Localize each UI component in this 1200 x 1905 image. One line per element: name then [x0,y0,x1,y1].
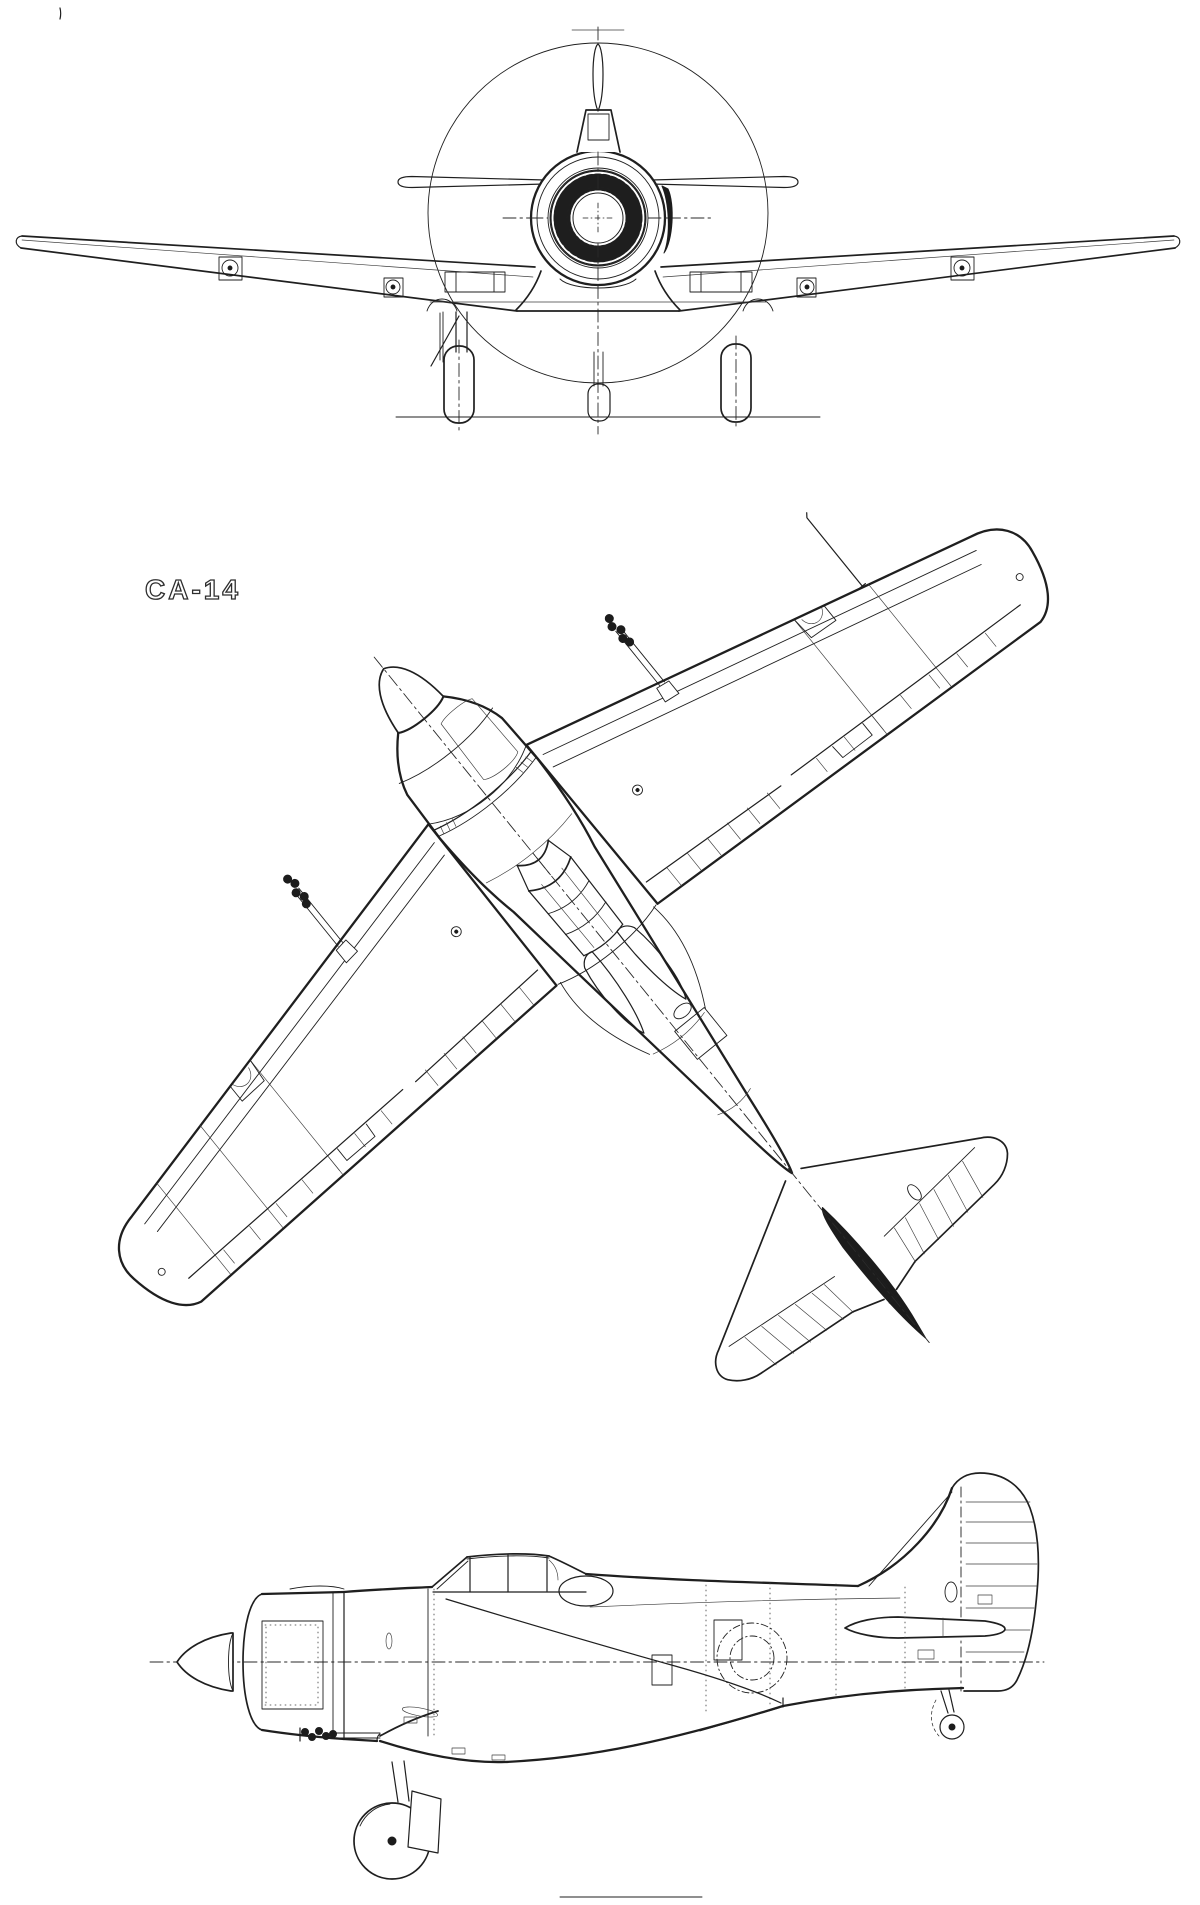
front-view [16,27,1180,434]
engine-cowling-side [243,1586,344,1739]
canopy-side [432,1554,613,1606]
tailwheel-side [931,1690,964,1739]
cowl-panel [262,1621,323,1709]
wing-side [377,1599,783,1762]
rear-glazing-side [559,1576,613,1606]
elevator-ribs-starboard [885,1161,994,1262]
flap-line-side [700,1708,779,1731]
starboard-wing-front [661,236,1180,311]
tailplane-side [845,1617,1005,1638]
canopy-frames [470,1555,547,1592]
propeller-blade [593,44,603,111]
port-wing-front [16,236,535,311]
top-view [0,293,1200,1707]
fin-rudder-side [858,1473,1038,1691]
pen-tick [60,8,61,19]
carb-intake-side [290,1586,344,1589]
tailwheel-strut [594,352,603,386]
pitot-tube [801,512,865,589]
starboard-wing-plan [526,420,1070,922]
headrest [549,1560,558,1580]
rudder-outline [952,1473,1038,1691]
canopy-front [577,110,620,152]
fin-access-hole [945,1582,957,1602]
landing-gear-front [431,312,751,430]
starboard-wing-gun [600,611,679,703]
side-view [150,1473,1044,1897]
handhold [386,1633,392,1649]
wheel-hub [388,1837,396,1845]
gear-door [408,1791,441,1853]
roundel-inner [730,1636,774,1680]
spinner-side [177,1633,233,1691]
drawing-title: CA-14 [145,574,241,605]
main-gear-side [354,1761,441,1879]
fuselage-panel-small [652,1655,672,1685]
port-wing-gun [280,870,359,962]
tailwheel-front [588,384,610,421]
